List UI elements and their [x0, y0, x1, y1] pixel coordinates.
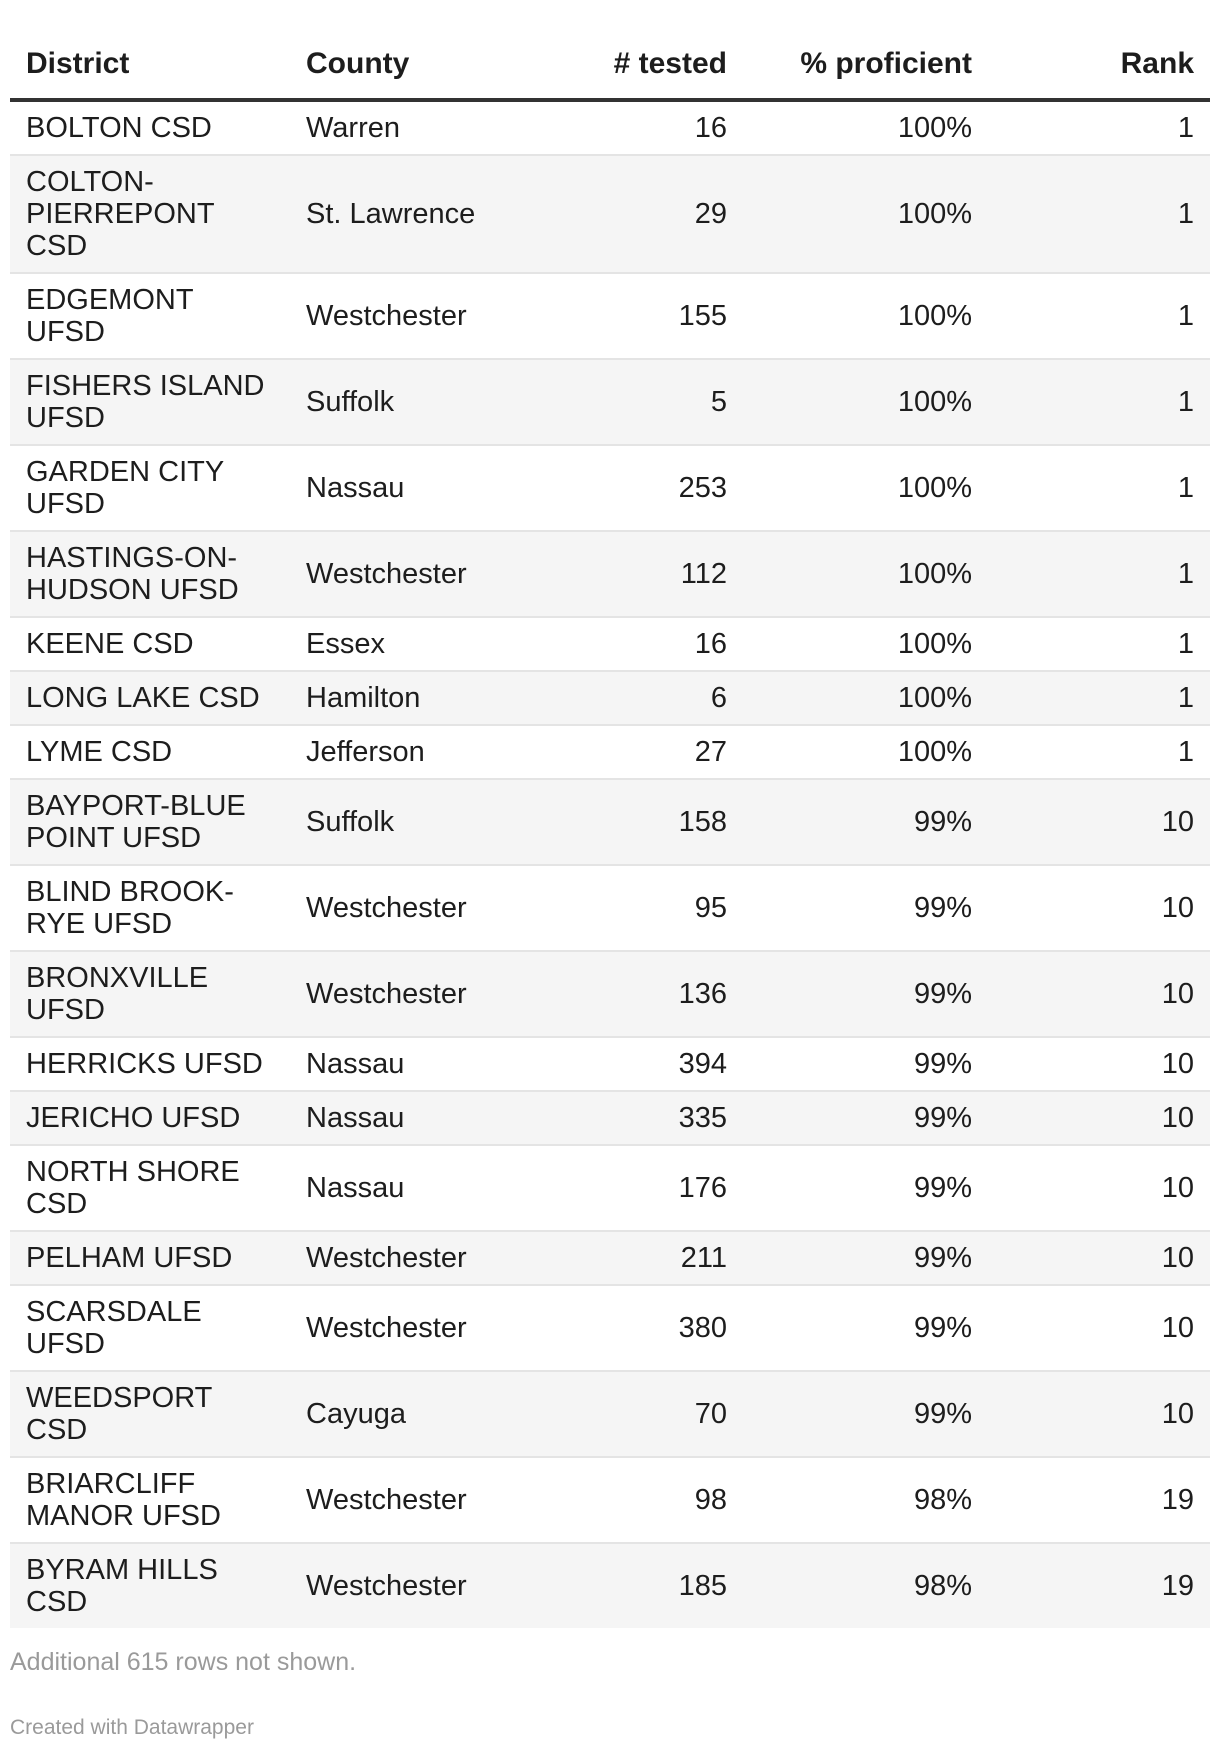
proficient-cell: 100%: [743, 100, 988, 155]
tested-cell: 211: [530, 1231, 743, 1285]
table-row: [10, 1037, 1210, 1091]
table-row: [10, 725, 1210, 779]
proficient-cell: 99%: [743, 865, 988, 951]
rank-cell: 10: [988, 1231, 1210, 1285]
county-cell: Westchester: [290, 1285, 530, 1371]
table-row: [10, 1543, 1210, 1628]
proficient-cell: 100%: [743, 531, 988, 617]
rank-cell: 1: [988, 531, 1210, 617]
district-cell: BAYPORT-BLUE POINT UFSD: [10, 779, 290, 865]
rank-cell: 10: [988, 1285, 1210, 1371]
county-cell: Westchester: [290, 1231, 530, 1285]
rank-cell: 19: [988, 1457, 1210, 1543]
county-cell: Cayuga: [290, 1371, 530, 1457]
table-row: [10, 671, 1210, 725]
datawrapper-credit: Created with Datawrapper: [10, 1716, 254, 1739]
rank-cell: 1: [988, 359, 1210, 445]
county-cell: Warren: [290, 100, 530, 155]
table-row: [10, 865, 1210, 951]
county-cell: Westchester: [290, 531, 530, 617]
tested-cell: 95: [530, 865, 743, 951]
tested-cell: 158: [530, 779, 743, 865]
rank-cell: 10: [988, 865, 1210, 951]
column-header-proficient[interactable]: % proficient: [743, 30, 988, 100]
district-cell: BLIND BROOK-RYE UFSD: [10, 865, 290, 951]
proficient-cell: 100%: [743, 359, 988, 445]
table-body: [10, 100, 1210, 1628]
county-cell: Nassau: [290, 1145, 530, 1231]
tested-cell: 6: [530, 671, 743, 725]
district-cell: JERICHO UFSD: [10, 1091, 290, 1145]
county-cell: Essex: [290, 617, 530, 671]
tested-cell: 176: [530, 1145, 743, 1231]
rank-cell: 1: [988, 671, 1210, 725]
rows-not-shown-note: Additional 615 rows not shown.: [10, 1648, 357, 1676]
tested-cell: 27: [530, 725, 743, 779]
rank-cell: 1: [988, 273, 1210, 359]
county-cell: St. Lawrence: [290, 155, 530, 273]
tested-cell: 394: [530, 1037, 743, 1091]
table-row: [10, 779, 1210, 865]
county-cell: Nassau: [290, 1037, 530, 1091]
column-header-rank[interactable]: Rank: [988, 30, 1210, 100]
county-cell: Westchester: [290, 1543, 530, 1628]
proficient-cell: 99%: [743, 951, 988, 1037]
tested-cell: 70: [530, 1371, 743, 1457]
table-row: [10, 1231, 1210, 1285]
tested-cell: 335: [530, 1091, 743, 1145]
county-cell: Suffolk: [290, 779, 530, 865]
district-cell: BRONXVILLE UFSD: [10, 951, 290, 1037]
rank-cell: 10: [988, 779, 1210, 865]
table-row: [10, 617, 1210, 671]
tested-cell: 16: [530, 617, 743, 671]
rank-cell: 10: [988, 1371, 1210, 1457]
rank-cell: 10: [988, 1037, 1210, 1091]
county-cell: Nassau: [290, 445, 530, 531]
table-row: [10, 531, 1210, 617]
rank-cell: 10: [988, 1145, 1210, 1231]
district-cell: KEENE CSD: [10, 617, 290, 671]
table-row: [10, 1145, 1210, 1231]
tested-cell: 155: [530, 273, 743, 359]
table-row: [10, 1285, 1210, 1371]
proficient-cell: 100%: [743, 671, 988, 725]
tested-cell: 380: [530, 1285, 743, 1371]
county-cell: Jefferson: [290, 725, 530, 779]
county-cell: Suffolk: [290, 359, 530, 445]
proficient-cell: 100%: [743, 155, 988, 273]
district-cell: HASTINGS-ON-HUDSON UFSD: [10, 531, 290, 617]
proficient-cell: 100%: [743, 725, 988, 779]
county-cell: Hamilton: [290, 671, 530, 725]
proficient-cell: 99%: [743, 1371, 988, 1457]
table-header: [10, 30, 1210, 100]
district-cell: FISHERS ISLAND UFSD: [10, 359, 290, 445]
table-row: [10, 445, 1210, 531]
tested-cell: 136: [530, 951, 743, 1037]
district-cell: WEEDSPORT CSD: [10, 1371, 290, 1457]
county-cell: Westchester: [290, 951, 530, 1037]
district-cell: LYME CSD: [10, 725, 290, 779]
proficient-cell: 98%: [743, 1543, 988, 1628]
table-row: [10, 155, 1210, 273]
table-row: [10, 273, 1210, 359]
district-cell: SCARSDALE UFSD: [10, 1285, 290, 1371]
district-cell: BYRAM HILLS CSD: [10, 1543, 290, 1628]
tested-cell: 185: [530, 1543, 743, 1628]
table-row: [10, 359, 1210, 445]
proficient-cell: 99%: [743, 1037, 988, 1091]
proficient-cell: 99%: [743, 1231, 988, 1285]
district-cell: COLTON-PIERREPONT CSD: [10, 155, 290, 273]
tested-cell: 29: [530, 155, 743, 273]
data-table: [10, 30, 1210, 1628]
tested-cell: 16: [530, 100, 743, 155]
column-header-district[interactable]: District: [10, 30, 290, 100]
column-header-county[interactable]: County: [290, 30, 530, 100]
rank-cell: 10: [988, 951, 1210, 1037]
proficient-cell: 100%: [743, 445, 988, 531]
table-row: [10, 1371, 1210, 1457]
district-cell: LONG LAKE CSD: [10, 671, 290, 725]
county-cell: Nassau: [290, 1091, 530, 1145]
proficient-cell: 98%: [743, 1457, 988, 1543]
proficient-cell: 99%: [743, 1091, 988, 1145]
proficient-cell: 99%: [743, 1285, 988, 1371]
district-cell: GARDEN CITY UFSD: [10, 445, 290, 531]
proficient-cell: 100%: [743, 617, 988, 671]
rank-cell: 1: [988, 100, 1210, 155]
proficient-cell: 99%: [743, 1145, 988, 1231]
proficient-cell: 99%: [743, 779, 988, 865]
table-row: [10, 100, 1210, 155]
rank-cell: 1: [988, 725, 1210, 779]
rank-cell: 1: [988, 445, 1210, 531]
tested-cell: 5: [530, 359, 743, 445]
proficient-cell: 100%: [743, 273, 988, 359]
county-cell: Westchester: [290, 273, 530, 359]
table-row: [10, 1091, 1210, 1145]
tested-cell: 253: [530, 445, 743, 531]
county-cell: Westchester: [290, 1457, 530, 1543]
rank-cell: 1: [988, 155, 1210, 273]
header-row: [10, 30, 1210, 100]
table-row: [10, 1457, 1210, 1543]
tested-cell: 112: [530, 531, 743, 617]
district-cell: BOLTON CSD: [10, 100, 290, 155]
rank-cell: 10: [988, 1091, 1210, 1145]
district-cell: BRIARCLIFF MANOR UFSD: [10, 1457, 290, 1543]
district-cell: HERRICKS UFSD: [10, 1037, 290, 1091]
rank-cell: 1: [988, 617, 1210, 671]
table-row: [10, 951, 1210, 1037]
district-cell: EDGEMONT UFSD: [10, 273, 290, 359]
district-cell: NORTH SHORE CSD: [10, 1145, 290, 1231]
rank-cell: 19: [988, 1543, 1210, 1628]
column-header-tested[interactable]: # tested: [530, 30, 743, 100]
county-cell: Westchester: [290, 865, 530, 951]
district-cell: PELHAM UFSD: [10, 1231, 290, 1285]
tested-cell: 98: [530, 1457, 743, 1543]
